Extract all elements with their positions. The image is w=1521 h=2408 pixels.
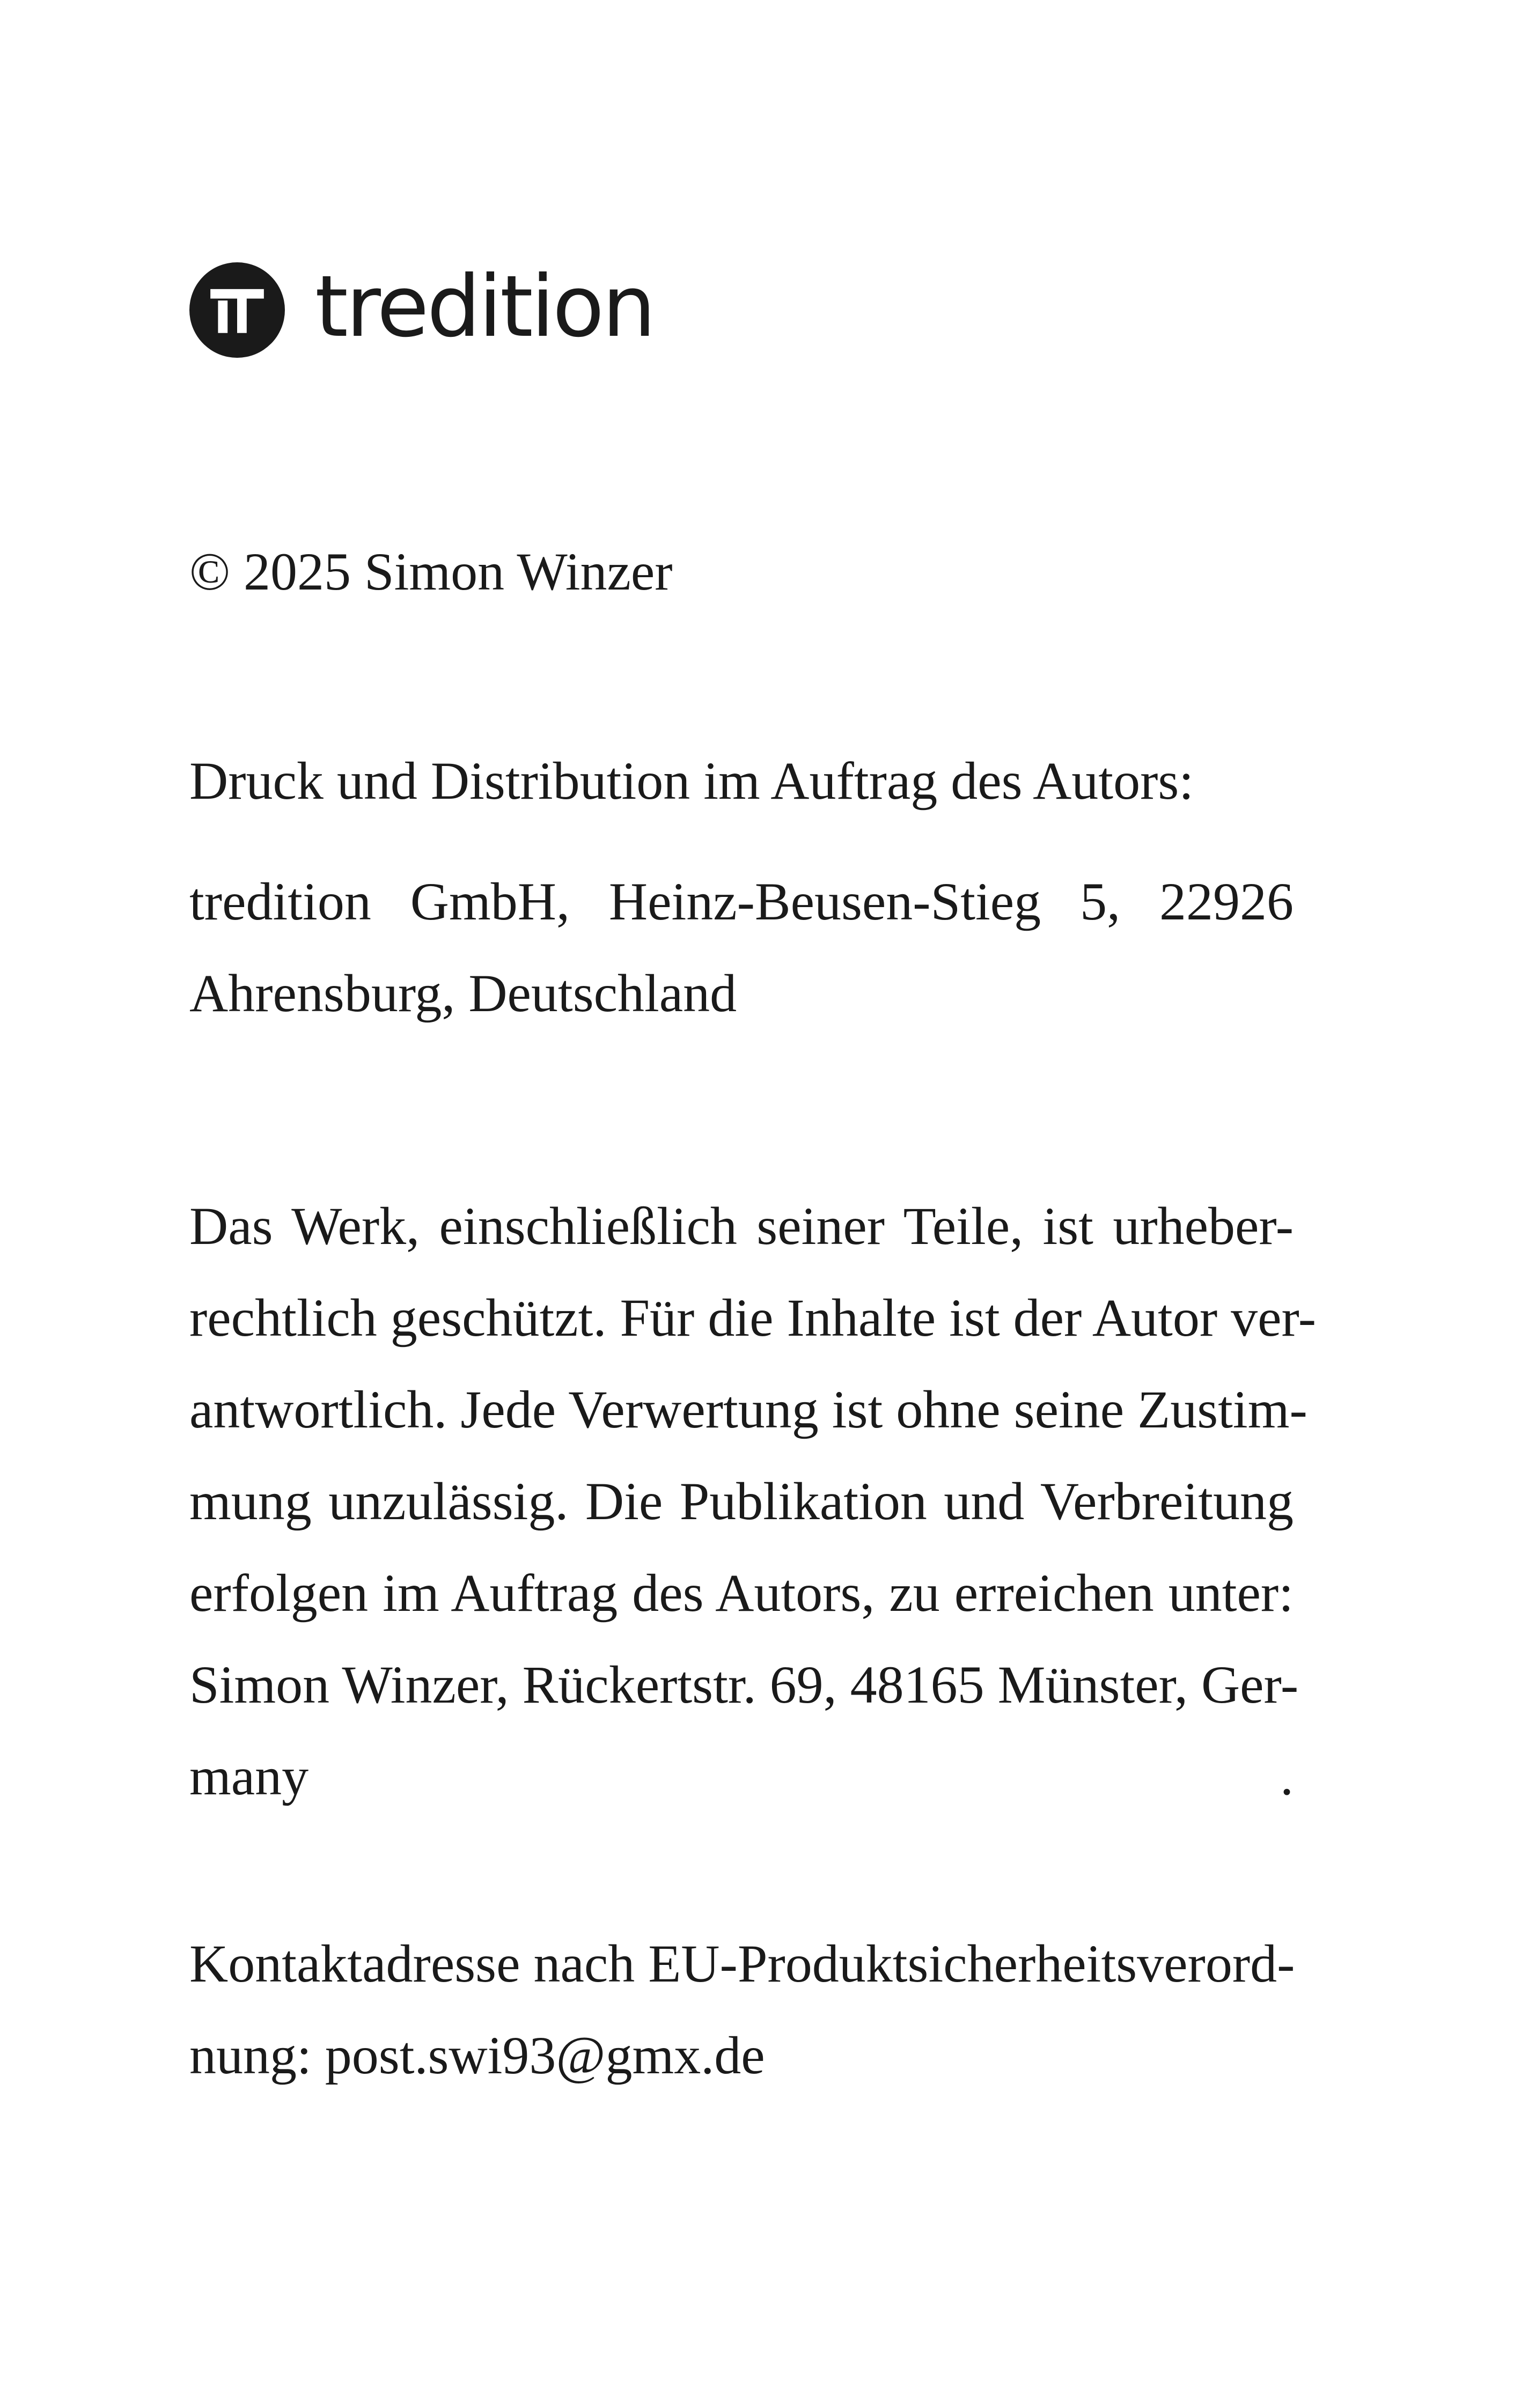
publisher-address: [189, 856, 1294, 1039]
copyright-notice: © 2025 Simon Winzer: [189, 542, 673, 601]
paragraph-line: rechtlich geschützt. Für die Inhalte ist der Autor ver-: [189, 1288, 1317, 1347]
paragraph-line: Das Werk, einschließlich seiner Teile, ist urheber-: [189, 1196, 1294, 1256]
contact-paragraph: [189, 1918, 1294, 2101]
paragraph-line: Kontaktadresse nach EU-Produktsicherheitsverord-: [189, 1934, 1295, 1993]
paragraph-line: Simon Winzer, Rückertstr. 69, 48165 Münster, Ger-: [189, 1655, 1299, 1714]
address-line: tredition GmbH, Heinz-Beusen-Stieg 5, 22926: [189, 872, 1294, 931]
paragraph-line: many .: [189, 1747, 1294, 1806]
print-distribution-label: Druck und Distribution im Auftrag des Autors:: [189, 751, 1194, 811]
tredition-logo-icon: [189, 262, 285, 358]
logo-wordmark: tredition: [315, 257, 654, 356]
paragraph-line: antwortlich. Jede Verwertung ist ohne seine Zustim-: [189, 1380, 1307, 1439]
publisher-logo: [189, 259, 654, 361]
address-line: Ahrensburg, Deutschland: [189, 963, 737, 1023]
paragraph-line: erfolgen im Auftrag des Autors, zu erreichen unter:: [189, 1563, 1294, 1623]
paragraph-line: mung unzulässig. Die Publikation und Verbreitung: [189, 1471, 1294, 1531]
copyright-legal-paragraph: [189, 1180, 1317, 1822]
paragraph-line: nung: post.swi93@gmx.de: [189, 2026, 765, 2085]
